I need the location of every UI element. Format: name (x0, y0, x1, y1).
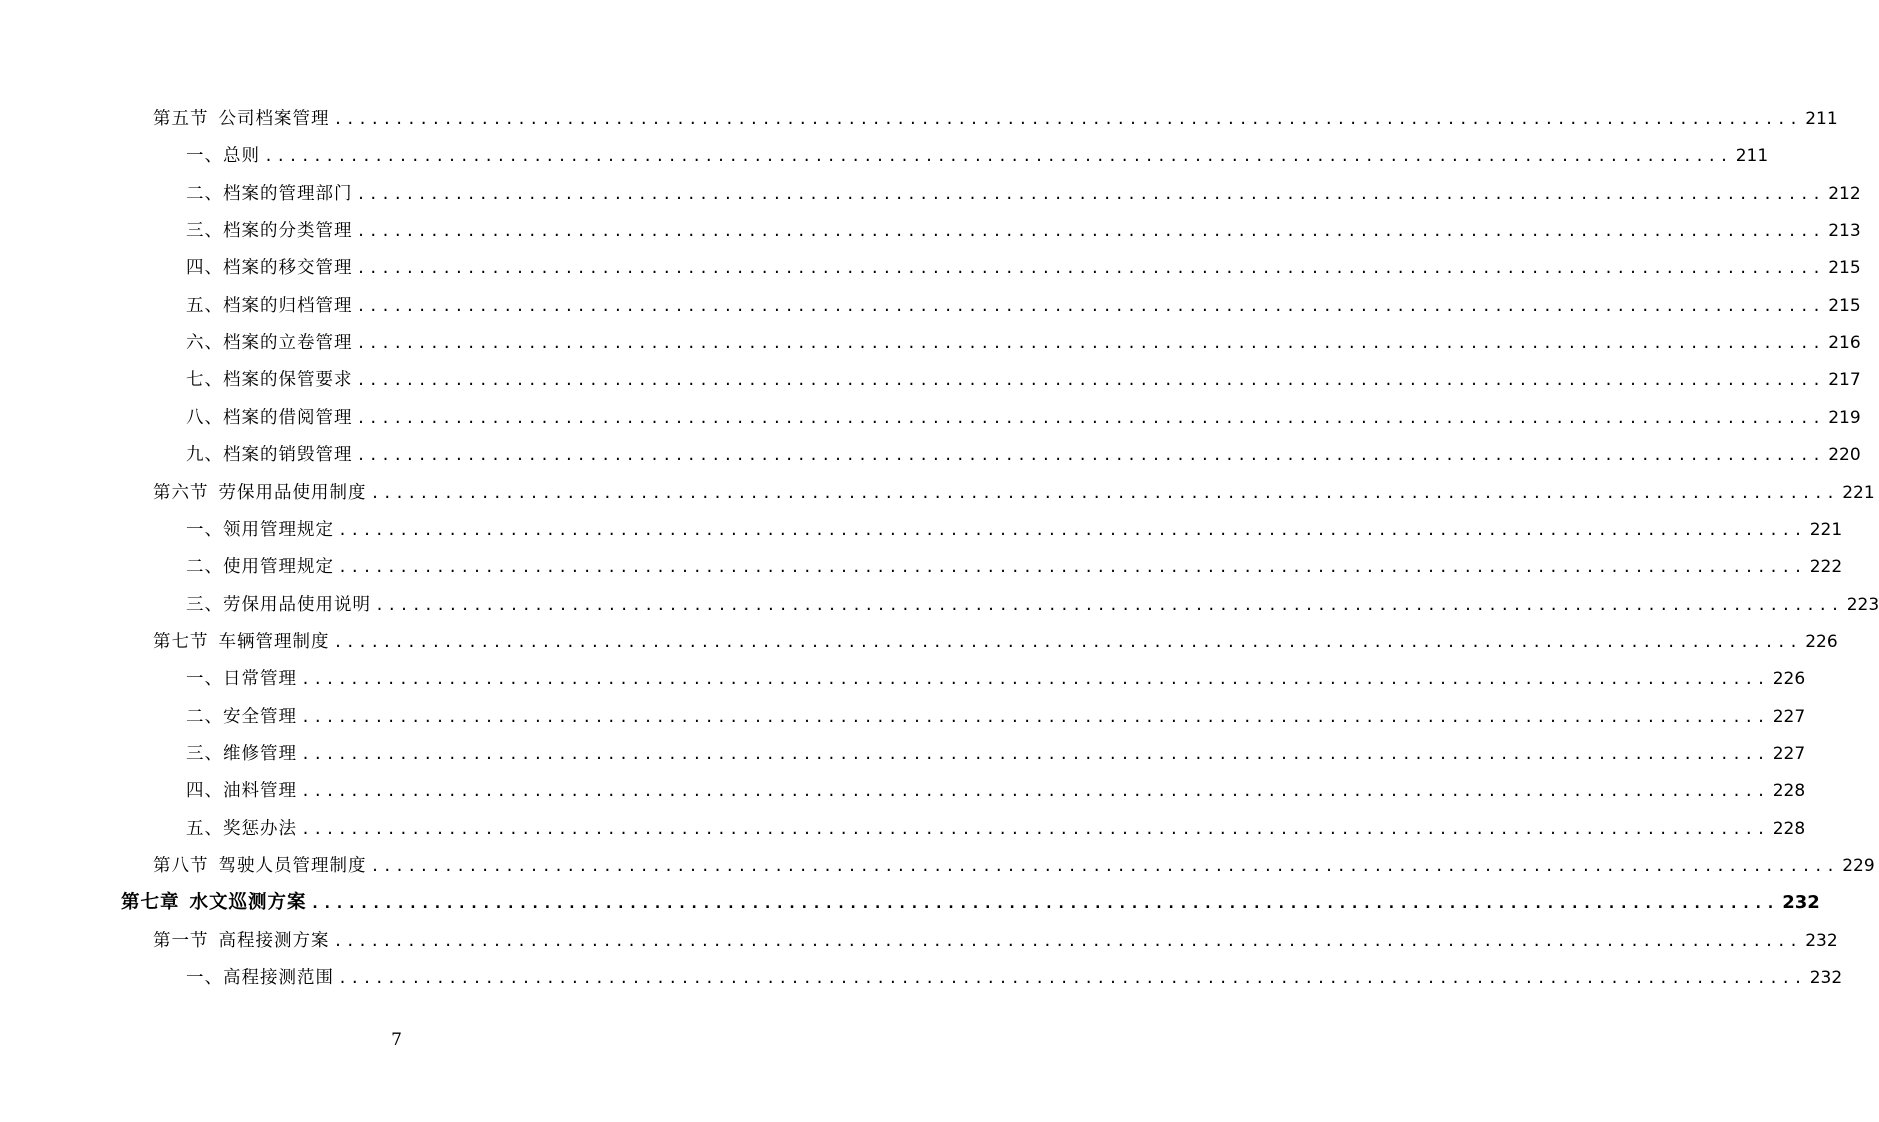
toc-entry-text: 领用管理规定 (223, 519, 334, 540)
toc-entry-label: 六、 (186, 333, 223, 354)
toc-entry-text: 档案的销毁管理 (223, 445, 353, 466)
toc-entry-label: 一、 (186, 519, 223, 540)
dot-leader: ........................................................................................................................ (356, 296, 1825, 315)
toc-entry-label: 第五节 (153, 109, 209, 129)
toc-entry-page: 232 (1809, 968, 1843, 989)
toc-entry[interactable] (121, 888, 1820, 918)
toc-entry-page: 223 (1846, 594, 1879, 615)
toc-entry-page: 219 (1828, 407, 1861, 428)
toc-entry[interactable] (186, 179, 1861, 209)
toc-entry[interactable] (186, 515, 1843, 545)
toc-entry-page: 212 (1828, 183, 1861, 204)
toc-entry-page: 232 (1805, 930, 1838, 951)
toc-entry-title (186, 141, 260, 171)
toc-entry[interactable] (186, 440, 1861, 470)
dot-leader: ........................................................................................................................ (370, 857, 1839, 875)
toc-entry[interactable] (186, 253, 1861, 283)
toc-entry-label: 九、 (186, 445, 223, 466)
toc-entry[interactable] (153, 926, 1838, 956)
toc-entry-label: 一、 (186, 146, 223, 167)
toc-entry-text: 档案的移交管理 (223, 258, 353, 279)
dot-leader: ........................................................................................................................ (301, 782, 1769, 801)
dot-leader: ........................................................................................................................ (370, 483, 1839, 502)
toc-entry-label: 一、 (186, 968, 223, 989)
toc-entry-text: 档案的管理部门 (223, 183, 353, 204)
toc-entry-label: 五、 (186, 818, 223, 839)
toc-entry-text: 公司档案管理 (218, 109, 330, 129)
toc-entry[interactable] (186, 216, 1861, 246)
toc-entry-title (153, 104, 330, 134)
toc-entry-label: 三、 (186, 221, 223, 242)
toc-entry-title (153, 478, 367, 508)
dot-leader: ........................................................................................................................ (301, 707, 1769, 726)
toc-entry-title (186, 328, 353, 358)
toc-entry-page: 211 (1805, 109, 1838, 129)
toc-entry-label: 第七章 (121, 892, 180, 914)
toc-entry[interactable] (186, 963, 1843, 993)
toc-entry-title (186, 963, 334, 993)
toc-entry-title (153, 851, 367, 881)
toc-entry-label: 八、 (186, 407, 223, 428)
toc-entry-title (186, 291, 353, 321)
toc-entry-title (121, 888, 307, 918)
toc-entry-title (186, 216, 353, 246)
toc-entry-page: 211 (1735, 146, 1769, 167)
toc-entry-text: 油料管理 (223, 781, 297, 802)
toc-entry-text: 车辆管理制度 (218, 631, 330, 652)
toc-entry[interactable] (186, 552, 1843, 582)
toc-entry-title (186, 440, 353, 470)
dot-leader: ........................................................................................................................ (333, 632, 1802, 651)
toc-entry-text: 档案的借阅管理 (223, 407, 353, 428)
toc-entry-page: 222 (1809, 557, 1843, 578)
toc-entry-text: 维修管理 (223, 743, 297, 764)
toc-entry[interactable] (153, 478, 1875, 508)
dot-leader: ........................................................................................................................ (338, 520, 1806, 539)
toc-entry-text: 劳保用品使用说明 (223, 594, 371, 615)
toc-entry[interactable] (186, 365, 1861, 395)
toc-entry-title (186, 664, 297, 694)
toc-entry-title (186, 179, 353, 209)
toc-entry[interactable] (186, 403, 1861, 433)
toc-entry-label: 第六节 (153, 482, 209, 503)
toc-entry[interactable] (186, 664, 1806, 694)
page-number: 7 (391, 1030, 402, 1050)
toc-entry-label: 四、 (186, 258, 223, 279)
toc-entry[interactable] (186, 739, 1806, 769)
toc-entry-text: 驾驶人员管理制度 (218, 856, 367, 876)
toc-entry-title (153, 926, 330, 956)
toc-entry-page: 227 (1772, 743, 1806, 764)
toc-entry[interactable] (153, 104, 1838, 134)
dot-leader: ........................................................................................................................ (375, 595, 1843, 614)
toc-entry-page: 227 (1772, 706, 1806, 727)
toc-entry[interactable] (186, 291, 1861, 321)
toc-entry-text: 高程接测方案 (218, 930, 330, 951)
toc-entry[interactable] (186, 590, 1879, 620)
toc-entry-label: 三、 (186, 743, 223, 764)
toc-entry-text: 使用管理规定 (223, 557, 334, 578)
toc-entry-label: 二、 (186, 183, 223, 204)
dot-leader: ........................................................................................................................ (338, 969, 1806, 988)
dot-leader: ........................................................................................................................ (264, 147, 1732, 166)
toc-entry-page: 229 (1842, 856, 1875, 876)
toc-entry-page: 215 (1828, 295, 1861, 316)
toc-entry-label: 二、 (186, 557, 223, 578)
toc-entry[interactable] (186, 141, 1769, 171)
dot-leader: ........................................................................................................................ (310, 894, 1779, 913)
toc-entry-page: 221 (1842, 482, 1875, 503)
toc-entry-page: 232 (1782, 892, 1820, 914)
dot-leader: ........................................................................................................................ (301, 744, 1769, 763)
toc-entry-text: 高程接测范围 (223, 968, 334, 989)
toc-entry-text: 日常管理 (223, 669, 297, 690)
toc-entry-label: 第八节 (153, 856, 209, 876)
toc-entry[interactable] (186, 776, 1806, 806)
toc-entry-title (186, 515, 334, 545)
toc-entry-text: 安全管理 (223, 706, 297, 727)
toc-entry[interactable] (186, 328, 1861, 358)
dot-leader: ........................................................................................................................ (333, 110, 1802, 128)
toc-entry-text: 总则 (223, 146, 260, 167)
toc-entry-page: 213 (1828, 221, 1861, 242)
toc-entry-page: 221 (1809, 519, 1843, 540)
toc-entry[interactable] (186, 814, 1806, 844)
toc-entry-title (186, 776, 297, 806)
dot-leader: ........................................................................................................................ (356, 408, 1825, 427)
toc-entry-title (186, 403, 353, 433)
dot-leader: ........................................................................................................................ (356, 334, 1825, 353)
toc-entry-title (153, 627, 330, 657)
toc-entry[interactable] (153, 627, 1838, 657)
toc-entry-title (186, 739, 297, 769)
dot-leader: ........................................................................................................................ (356, 371, 1825, 390)
toc-entry-page: 215 (1828, 258, 1861, 279)
toc-entry-title (186, 365, 353, 395)
toc-entry-label: 四、 (186, 781, 223, 802)
dot-leader: ........................................................................................................................ (301, 819, 1769, 838)
toc-entry-page: 226 (1805, 631, 1838, 652)
toc-entry-label: 三、 (186, 594, 223, 615)
dot-leader: ........................................................................................................................ (338, 558, 1806, 577)
toc-entry-text: 档案的保管要求 (223, 370, 353, 391)
toc-entry-label: 第一节 (153, 930, 209, 951)
toc-entry-label: 五、 (186, 295, 223, 316)
dot-leader: ........................................................................................................................ (356, 446, 1825, 465)
toc-entry-text: 奖惩办法 (223, 818, 297, 839)
toc-entry-title (186, 702, 297, 732)
toc-entry-page: 228 (1772, 781, 1806, 802)
toc-entry-text: 档案的分类管理 (223, 221, 353, 242)
toc-entry-page: 226 (1772, 669, 1806, 690)
toc-entry-title (186, 814, 297, 844)
toc-entry-text: 档案的立卷管理 (223, 333, 353, 354)
toc-entry-title (186, 253, 353, 283)
toc-entry-text: 劳保用品使用制度 (218, 482, 367, 503)
toc-entry-label: 第七节 (153, 631, 209, 652)
dot-leader: ........................................................................................................................ (356, 222, 1825, 241)
toc-entry-text: 水文巡测方案 (189, 892, 307, 914)
toc-entry-page: 217 (1828, 370, 1861, 391)
toc-entry-label: 一、 (186, 669, 223, 690)
toc-entry-title (186, 590, 371, 620)
toc-entry-title (186, 552, 334, 582)
toc-entry[interactable] (186, 702, 1806, 732)
toc-entry-page: 228 (1772, 818, 1806, 839)
toc-entry-label: 二、 (186, 706, 223, 727)
dot-leader: ........................................................................................................................ (333, 931, 1802, 950)
dot-leader: ........................................................................................................................ (356, 259, 1825, 278)
toc-entry-page: 216 (1828, 333, 1861, 354)
dot-leader: ........................................................................................................................ (356, 184, 1825, 203)
toc-entry[interactable] (153, 851, 1875, 881)
toc-entry-label: 七、 (186, 370, 223, 391)
toc-entry-text: 档案的归档管理 (223, 295, 353, 316)
dot-leader: ........................................................................................................................ (301, 670, 1769, 689)
toc-entry-page: 220 (1828, 445, 1861, 466)
